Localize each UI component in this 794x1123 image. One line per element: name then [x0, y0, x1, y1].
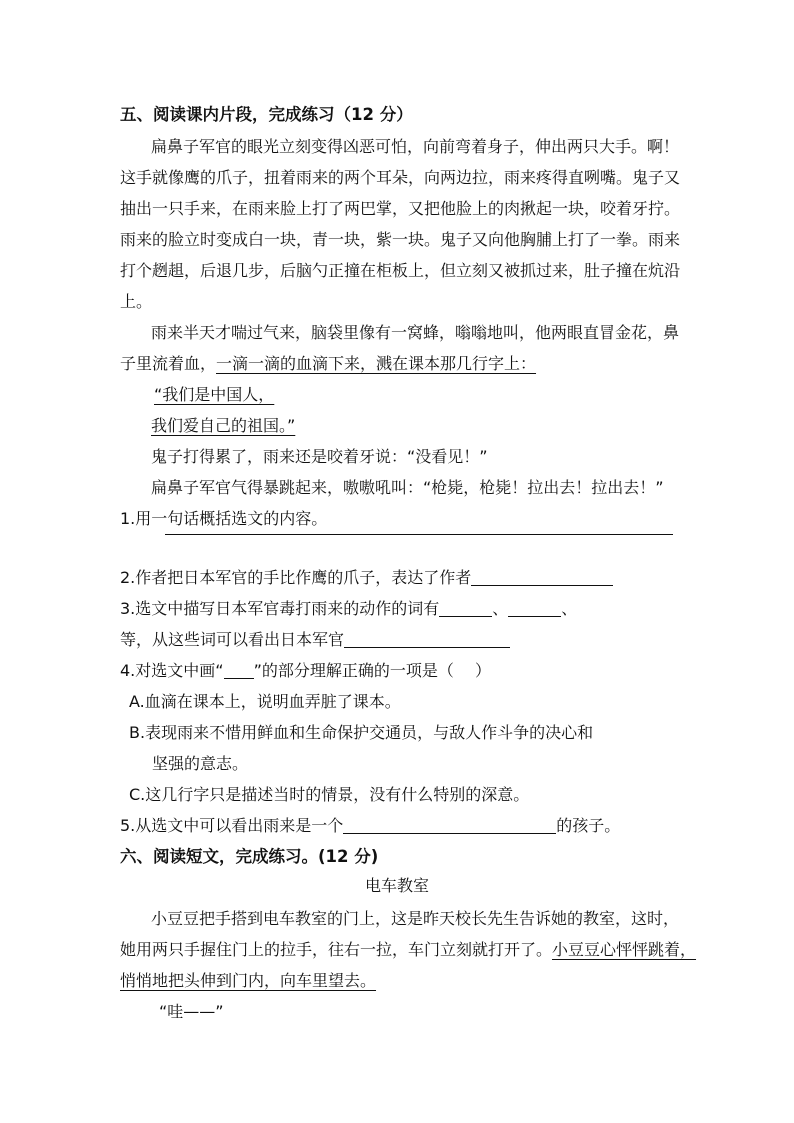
question-2	[120, 568, 613, 588]
question-4-text: 4.对选文中画“	[120, 661, 224, 680]
answer-blank-5[interactable]	[343, 817, 556, 834]
underlined-sentence: 小豆豆心怦怦跳着，	[552, 940, 697, 959]
passage-line: 小豆豆把手搭到电车教室的门上，这是昨天校长先生告诉她的教室，这时，	[151, 909, 680, 928]
passage-line: 打个趔趄，后退几步，后脑勺正撞在柜板上，但立刻又被抓过来，肚子撞在炕沿	[120, 261, 681, 280]
option-b-cont: 坚强的意志。	[152, 754, 249, 773]
answer-blank-3b[interactable]	[508, 600, 561, 617]
option-c[interactable]: C.这几行字只是描述当时的情景，没有什么特别的深意。	[129, 785, 530, 804]
question-5-text: 的孩子。	[556, 816, 621, 835]
answer-blank-3c[interactable]	[344, 631, 510, 648]
underlined-quote: 我们爱自己的祖国。”	[151, 416, 296, 435]
quote-line	[154, 385, 274, 405]
article-title: 电车教室	[364, 876, 429, 895]
passage-line: 雨来半天才喘过气来，脑袋里像有一窝蜂，嗡嗡地叫，他两眼直冒金花，鼻	[151, 323, 680, 342]
section-six-title: 六、阅读短文，完成练习。(12 分)	[120, 847, 379, 866]
underlined-sentence: 一滴一滴的血滴下来，溅在课本那几行字上：	[216, 354, 537, 373]
answer-blank-3a[interactable]	[439, 600, 492, 617]
passage-line: 抽出一只手来，在雨来脸上打了两巴掌，又把他脸上的肉揪起一块，咬着牙拧。	[120, 199, 681, 218]
passage-line: “哇——”	[159, 1002, 224, 1021]
question-4	[120, 661, 491, 681]
question-5	[120, 816, 620, 836]
passage-line: 这手就像鹰的爪子，扭着雨来的两个耳朵，向两边拉，雨来疼得直咧嘴。鬼子又	[120, 168, 681, 187]
passage-line	[120, 354, 536, 374]
question-5-text: 5.从选文中可以看出雨来是一个	[120, 816, 344, 835]
passage-line: 扁鼻子军官气得暴跳起来，嗷嗷吼叫：“枪毙，枪毙！拉出去！拉出去！”	[151, 478, 664, 497]
answer-blank-1[interactable]	[165, 534, 673, 535]
question-2-text: 2.作者把日本军官的手比作鹰的爪子，表达了作者	[120, 568, 472, 587]
passage-line: 扁鼻子军官的眼光立刻变得凶恶可怕，向前弯着身子，伸出两只大手。啊！	[151, 137, 680, 156]
option-a[interactable]: A.血滴在课本上，说明血弄脏了课本。	[129, 692, 401, 711]
passage-text: 她用两只手握住门上的拉手，往右一拉，车门立刻就打开了。	[120, 940, 553, 959]
passage-line: 上。	[120, 292, 153, 311]
passage-line: 鬼子打得累了，雨来还是咬着牙说：“没看见！”	[151, 447, 488, 466]
section-five-title: 五、阅读课内片段，完成练习（12 分）	[120, 105, 413, 124]
question-3-cont	[120, 630, 510, 650]
answer-blank-2[interactable]	[471, 569, 613, 586]
separator: 、	[561, 599, 578, 618]
passage-text: 子里流着血，	[120, 354, 217, 373]
question-1: 1.用一句话概括选文的内容。	[120, 509, 328, 528]
question-3-text: 等，从这些词可以看出日本军官	[120, 630, 345, 649]
question-3	[120, 599, 577, 619]
option-b[interactable]: B.表现雨来不惜用鲜血和生命保护交通员，与敌人作斗争的决心和	[129, 723, 594, 742]
question-3-text: 3.选文中描写日本军官毒打雨来的动作的词有	[120, 599, 440, 618]
underlined-quote: “我们是中国人，	[154, 385, 275, 404]
passage-line: 雨来的脸立时变成白一块，青一块，紫一块。鬼子又向他胸脯上打了一拳。雨来	[120, 230, 681, 249]
passage-line	[120, 940, 696, 960]
underline-marker	[224, 662, 254, 679]
quote-line	[151, 416, 295, 436]
separator: 、	[492, 599, 509, 618]
underlined-sentence: 悄悄地把头伸到门内，向车里望去。	[120, 971, 377, 990]
passage-line	[120, 971, 376, 991]
question-4-text: ”的部分理解正确的一项是（ ）	[253, 661, 491, 680]
